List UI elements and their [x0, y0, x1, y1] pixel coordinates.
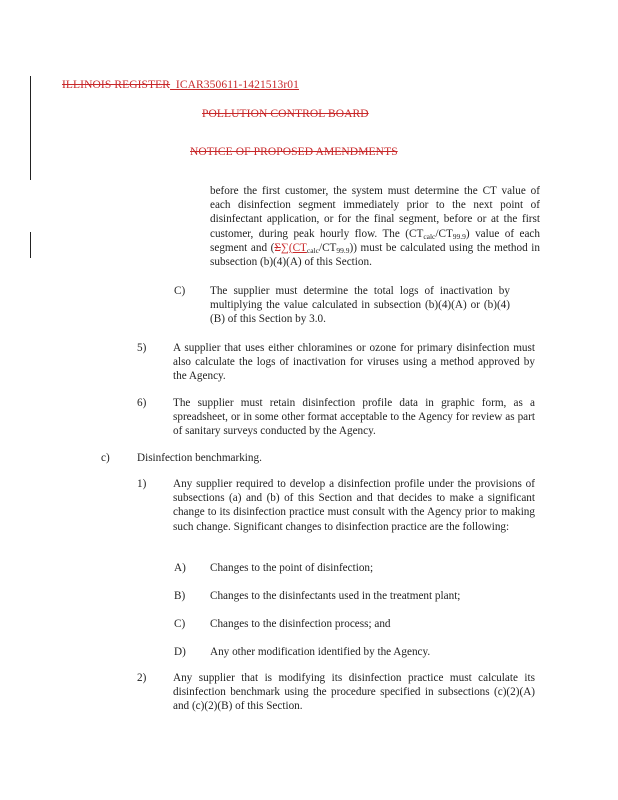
- board-title: POLLUTION CONTROL BOARD: [202, 108, 369, 120]
- item-marker: 5): [137, 342, 147, 354]
- item-text: The supplier must determine the total logs of inactivation by multiplying the value calculated in subsection (b)(4)(A) or (b)(4)(B) of this Section by 3.0.: [210, 285, 510, 326]
- item-marker: D): [174, 646, 186, 658]
- item-marker: 6): [137, 397, 147, 409]
- item-marker: 2): [137, 672, 147, 684]
- cont-text-1: before the first customer, the system must determine the CT value of each disinfection segment immediately prior to the next point of disinfectant application, or for the final segment, before or at the first customer, during peak hourly flow. The (CT: [210, 185, 540, 240]
- item-text: Any other modification identified by the Agency.: [210, 646, 431, 658]
- margin-change-bar-lower: [30, 232, 31, 258]
- continued-paragraph: [210, 184, 540, 269]
- cont-text-5: /CT: [318, 241, 337, 254]
- register-code: _ICAR350611-1421513r01: [170, 79, 299, 91]
- margin-change-bar-top: [30, 76, 31, 180]
- subscript-calc: calc: [423, 231, 436, 241]
- item-text: Any supplier required to develop a disinfection profile under the provisions of subsections (a) and (b) of this Section and that decides to make a significant change to its disinfection practice must consult with the Agency prior to making such change. Significant changes to disinfection practice are the following:: [173, 478, 535, 533]
- register-header: [62, 79, 299, 91]
- cont-text-6: )) must be calculated using the method in subsection (b)(4)(A) of this Section.: [210, 241, 540, 269]
- struck-sigma: Σ: [274, 241, 281, 254]
- item-text: A supplier that uses either chloramines or ozone for primary disinfection must also calculate the logs of inactivation for viruses using a method approved by the Agency.: [173, 342, 535, 383]
- item-marker: 1): [137, 478, 147, 490]
- inserted-sum: ∑(CT: [280, 241, 307, 254]
- register-title-struck: ILLINOIS REGISTER: [62, 79, 171, 91]
- notice-title: NOTICE OF PROPOSED AMENDMENTS: [190, 146, 398, 158]
- item-marker: B): [174, 590, 186, 602]
- item-marker: c): [101, 452, 110, 464]
- item-marker: A): [174, 562, 186, 574]
- cont-text-3: ) value of each segment and (: [210, 227, 540, 254]
- cont-text-2: /CT: [435, 227, 453, 240]
- item-text: The supplier must retain disinfection profile data in graphic form, as a spreadsheet, or in some other format acceptable to the Agency for review as part of sanitary surveys conducted by the Agency.: [173, 397, 535, 438]
- subscript-99-9: 99.9: [452, 231, 466, 241]
- item-text: Changes to the disinfection process; and: [210, 618, 391, 630]
- item-text: Changes to the point of disinfection;: [210, 562, 374, 574]
- subscript-calc-2: calc: [306, 245, 319, 255]
- item-text: Any supplier that is modifying its disinfection practice must calculate its disinfection benchmark using the procedure specified in subsections (c)(2)(A) and (c)(2)(B) of this Section.: [173, 672, 535, 713]
- subscript-99-9-2: 99.9: [336, 245, 350, 255]
- item-text: Changes to the disinfectants used in the treatment plant;: [210, 590, 461, 602]
- item-marker: C): [174, 285, 186, 297]
- item-marker: C): [174, 618, 186, 630]
- item-text: Disinfection benchmarking.: [137, 452, 262, 464]
